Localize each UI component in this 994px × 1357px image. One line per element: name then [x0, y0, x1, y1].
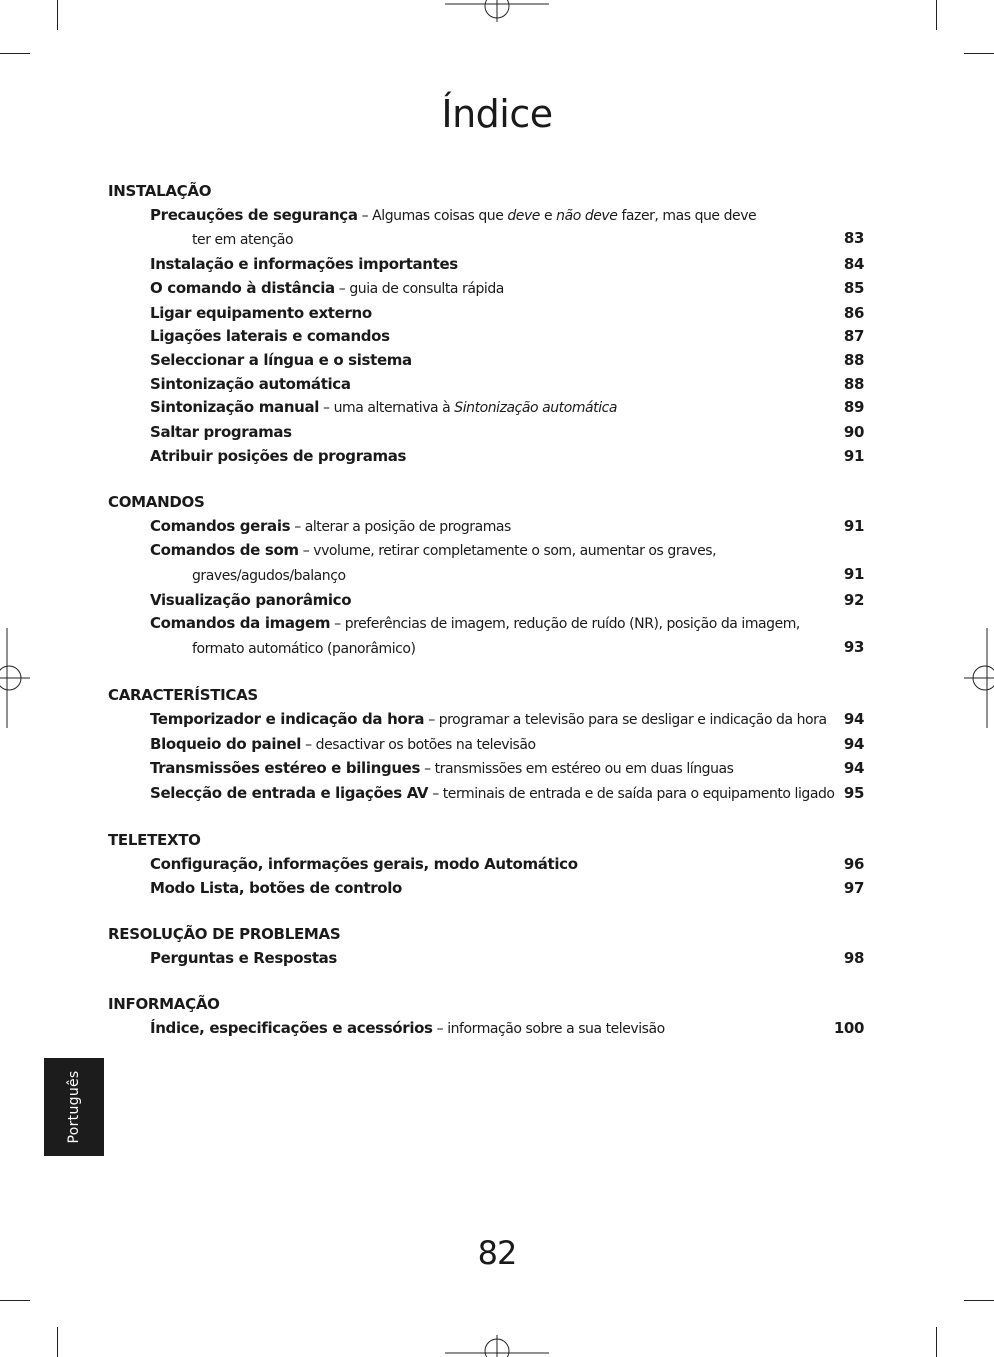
toc-entry-continuation: [108, 228, 864, 253]
entry-title: Saltar programas: [150, 423, 292, 442]
crop-mark: [57, 0, 58, 30]
entry-description-continued: formato automático (panorâmico): [192, 641, 416, 658]
toc-entry-line: [108, 589, 864, 613]
entry-description: [319, 400, 617, 416]
toc-entry-line: [108, 733, 864, 758]
toc-entry: [108, 445, 864, 469]
section-heading: CARACTERÍSTICAS: [108, 686, 258, 705]
entry-page-number: 94: [843, 734, 864, 753]
toc-entry: [108, 1017, 864, 1042]
entry-page-number: 91: [843, 446, 864, 465]
entry-page-number: 84: [843, 255, 864, 274]
toc-entry: [108, 877, 864, 901]
toc-entry: [108, 277, 864, 302]
toc-entry: [108, 349, 864, 373]
toc-entry: [108, 204, 864, 253]
entry-description-part: – uma alternativa à: [319, 400, 455, 417]
entry-description: – alterar a posição de programas: [290, 518, 511, 535]
entry-page-number: 98: [843, 948, 864, 967]
section-heading: RESOLUÇÃO DE PROBLEMAS: [108, 924, 341, 943]
entry-description: – informação sobre a sua televisão: [432, 1020, 665, 1037]
entry-title: Instalação e informações importantes: [150, 255, 458, 274]
entry-title: Seleccionar a língua e o sistema: [150, 350, 412, 369]
entry-title: Transmissões estéreo e bilingues: [150, 759, 421, 778]
entry-page-number: 93: [843, 638, 864, 657]
entry-page-number: 89: [843, 398, 864, 417]
entry-title: Comandos de som: [150, 541, 299, 560]
toc-entry: [108, 325, 864, 349]
entry-title: Atribuir posições de programas: [150, 446, 407, 465]
entry-title: Índice, especificações e acessórios: [150, 1018, 433, 1037]
language-tab-label: Português: [66, 1070, 82, 1144]
toc-section: [108, 923, 864, 970]
toc-entry: [108, 302, 864, 326]
toc-section: [108, 829, 864, 900]
toc-entry: [108, 757, 864, 782]
entry-title: Visualização panorâmico: [150, 590, 352, 609]
crop-mark: [57, 1327, 58, 1357]
language-tab: [44, 1058, 104, 1156]
crop-mark: [0, 1300, 30, 1301]
toc-entry-line: [108, 445, 864, 469]
toc-entry-line: [108, 515, 864, 540]
registration-mark-icon: [445, 1335, 549, 1357]
entry-page-number: 86: [843, 303, 864, 322]
entry-page-number: 97: [843, 878, 864, 897]
section-heading: INSTALAÇÃO: [108, 182, 212, 200]
entry-title: Precauções de segurança: [150, 205, 358, 224]
entry-description: – desactivar os botões na televisão: [301, 736, 536, 753]
entry-title: O comando à distância: [150, 278, 335, 297]
toc-section: [108, 180, 864, 468]
toc-entry: [108, 253, 864, 277]
entry-page-number: 100: [833, 1018, 864, 1037]
entry-description-part: – Algumas coisas que: [357, 207, 508, 224]
toc-entry-line: [108, 757, 864, 782]
toc-entry-line: [108, 708, 864, 733]
entry-page-number: 96: [843, 855, 864, 874]
crop-mark: [0, 53, 30, 54]
toc-entry: [108, 373, 864, 397]
entry-page-number: 91: [843, 565, 864, 583]
entry-page-number: 94: [843, 710, 864, 729]
toc-entry-line: [108, 877, 864, 901]
entry-title: Configuração, informações gerais, modo Automático: [150, 855, 578, 874]
entry-description-continued: ter em atenção: [192, 232, 294, 249]
entry-description-continued: graves/agudos/balanço: [192, 568, 346, 585]
toc-entry: [108, 947, 864, 971]
entry-page-number: 92: [843, 590, 864, 609]
toc-entry-line: [108, 539, 864, 564]
entry-title: Comandos gerais: [150, 516, 291, 535]
section-heading: INFORMAÇÃO: [108, 994, 220, 1013]
toc-entry-line: [108, 947, 864, 971]
registration-mark-icon: [964, 628, 994, 728]
entry-page-number: 85: [843, 278, 864, 297]
toc-entry-continuation: [108, 564, 864, 589]
toc-entry: [108, 421, 864, 445]
toc-entry: [108, 589, 864, 613]
entry-page-number: 95: [843, 784, 864, 803]
toc-section: [108, 684, 864, 807]
toc-entry-line: [108, 325, 864, 349]
toc-entry: [108, 853, 864, 877]
entry-title: Bloqueio do painel: [150, 734, 302, 753]
page-number: 82: [477, 1234, 517, 1272]
section-heading: TELETEXTO: [108, 831, 201, 850]
toc-section: [108, 993, 864, 1041]
toc-entry-line: [108, 612, 864, 637]
toc-entry-line: [108, 349, 864, 373]
entry-page-number: 88: [843, 350, 864, 369]
toc-section: [108, 491, 864, 662]
entry-page-number: 88: [843, 374, 864, 393]
entry-page-number: 90: [843, 423, 864, 442]
toc-entry-line: [108, 253, 864, 277]
entry-page-number: 87: [843, 327, 864, 346]
toc-entry-line: [108, 1017, 864, 1042]
entry-description: – programar a televisão para se desligar e indicação da hora: [424, 712, 827, 729]
entry-description-part: e: [539, 207, 557, 224]
toc-entry: [108, 515, 864, 540]
entry-title: Comandos da imagem: [150, 614, 331, 633]
entry-title: Ligar equipamento externo: [150, 303, 372, 322]
toc-entry-line: [108, 204, 864, 229]
registration-mark-icon: [445, 0, 549, 22]
toc-entry-line: [108, 853, 864, 877]
entry-title: Ligações laterais e comandos: [150, 327, 390, 346]
toc-entry: [108, 782, 864, 807]
crop-mark: [936, 0, 937, 30]
entry-description: – transmissões em estéreo ou em duas línguas: [420, 761, 734, 778]
entry-description: – vvolume, retirar completamente o som, aumentar os graves,: [298, 543, 717, 560]
toc-entry-continuation: [108, 637, 864, 662]
crop-mark: [936, 1327, 937, 1357]
toc-entry-line: [108, 396, 864, 421]
toc-entry-line: [108, 782, 864, 807]
toc-entry: [108, 612, 864, 661]
toc-entry-line: [108, 373, 864, 397]
page-title: Índice: [441, 92, 553, 136]
toc-entry-line: [108, 421, 864, 445]
table-of-contents: [108, 180, 864, 1064]
entry-description-part: fazer, mas que deve: [617, 207, 757, 224]
registration-mark-icon: [0, 628, 30, 728]
toc-entry: [108, 708, 864, 733]
entry-page-number: 91: [843, 516, 864, 535]
entry-description: [358, 208, 757, 224]
entry-description-part: deve: [507, 207, 540, 224]
toc-entry: [108, 733, 864, 758]
toc-entry: [108, 539, 864, 588]
entry-page-number: 83: [843, 229, 864, 248]
entry-description: – guia de consulta rápida: [334, 280, 504, 297]
entry-title: Selecção de entrada e ligações AV: [150, 784, 429, 803]
entry-title: Sintonização automática: [150, 374, 351, 393]
crop-mark: [964, 1300, 994, 1301]
entry-title: Modo Lista, botões de controlo: [150, 878, 403, 897]
entry-description: – preferências de imagem, redução de ruído (NR), posição da imagem,: [330, 616, 800, 633]
entry-title: Perguntas e Respostas: [150, 948, 337, 967]
crop-mark: [964, 53, 994, 54]
entry-description: – terminais de entrada e de saída para o equipamento ligado: [428, 786, 835, 803]
section-heading: COMANDOS: [108, 492, 205, 511]
entry-description-part: não deve: [556, 207, 618, 224]
entry-page-number: 94: [843, 759, 864, 778]
toc-entry-line: [108, 302, 864, 326]
toc-entry: [108, 396, 864, 421]
entry-description-part: Sintonização automática: [454, 400, 618, 417]
toc-entry-line: [108, 277, 864, 302]
entry-title: Sintonização manual: [150, 398, 320, 417]
entry-title: Temporizador e indicação da hora: [150, 710, 425, 729]
